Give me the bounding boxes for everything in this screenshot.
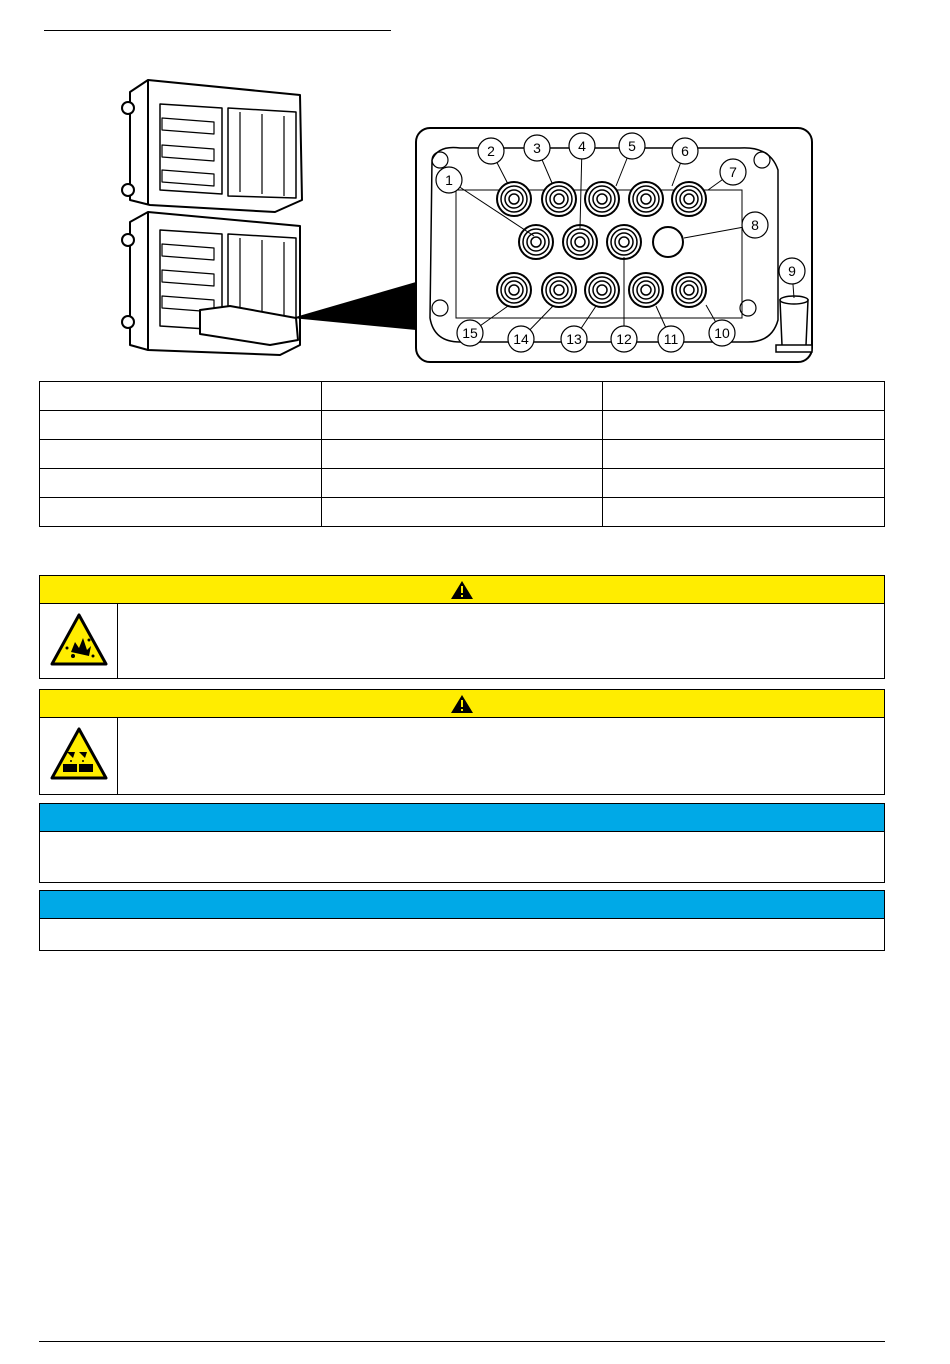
cable-gland bbox=[554, 285, 564, 295]
legend-cell bbox=[603, 382, 885, 411]
callout-number: 2 bbox=[487, 143, 495, 159]
legend-cell bbox=[603, 498, 885, 527]
callout-number: 3 bbox=[533, 140, 541, 156]
footer-rule bbox=[39, 1341, 885, 1342]
callout-number: 8 bbox=[751, 217, 759, 233]
legend-cell bbox=[321, 440, 603, 469]
legend-cell bbox=[40, 469, 322, 498]
warning-header bbox=[40, 690, 884, 718]
callout-number: 9 bbox=[788, 263, 796, 279]
callout-number: 5 bbox=[628, 138, 636, 154]
hazard-pictogram-cell bbox=[40, 718, 118, 794]
cable-gland bbox=[554, 194, 564, 204]
warning-box-chemical bbox=[39, 689, 885, 795]
legend-cell bbox=[321, 498, 603, 527]
legend-cell bbox=[321, 469, 603, 498]
hazard-pictogram-cell bbox=[40, 604, 118, 678]
cable-gland bbox=[509, 194, 519, 204]
legend-cell bbox=[321, 411, 603, 440]
enclosure-drawing bbox=[122, 80, 302, 355]
chemical-hazard-icon bbox=[49, 726, 109, 782]
alert-triangle-icon bbox=[450, 694, 474, 714]
legend-cell bbox=[603, 411, 885, 440]
legend-cell bbox=[603, 440, 885, 469]
legend-cell bbox=[603, 469, 885, 498]
notice-header bbox=[40, 804, 884, 832]
explosion-hazard-icon bbox=[49, 612, 109, 668]
cable-gland bbox=[641, 285, 651, 295]
cable-gland bbox=[597, 285, 607, 295]
callout-number: 4 bbox=[578, 138, 586, 154]
cable-gland bbox=[509, 285, 519, 295]
callout-number: 7 bbox=[729, 164, 737, 180]
callout-number: 14 bbox=[513, 331, 529, 347]
callout-number: 13 bbox=[566, 331, 582, 347]
callout-number: 10 bbox=[714, 325, 730, 341]
cable-gland bbox=[619, 237, 629, 247]
cable-gland bbox=[641, 194, 651, 204]
cable-gland bbox=[684, 194, 694, 204]
legend-row bbox=[40, 440, 885, 469]
cable-gland bbox=[597, 194, 607, 204]
legend-row bbox=[40, 469, 885, 498]
enclosure-illustration bbox=[0, 0, 950, 370]
cable-gland bbox=[575, 237, 585, 247]
legend-cell bbox=[40, 382, 322, 411]
notice-box bbox=[39, 803, 885, 883]
cable-gland bbox=[684, 285, 694, 295]
notice-header bbox=[40, 891, 884, 919]
legend-cell bbox=[321, 382, 603, 411]
blanking-plug bbox=[653, 227, 683, 257]
legend-row bbox=[40, 411, 885, 440]
callout-number: 6 bbox=[681, 143, 689, 159]
callout-number: 15 bbox=[462, 325, 478, 341]
warning-box-explosion bbox=[39, 575, 885, 679]
cable-gland bbox=[531, 237, 541, 247]
legend-table bbox=[39, 381, 885, 527]
legend-row bbox=[40, 498, 885, 527]
callout-number: 12 bbox=[616, 331, 632, 347]
zoom-wedge bbox=[292, 282, 416, 330]
legend-row bbox=[40, 382, 885, 411]
callout-number: 1 bbox=[445, 172, 453, 188]
notice-box bbox=[39, 890, 885, 951]
warning-header bbox=[40, 576, 884, 604]
alert-triangle-icon bbox=[450, 580, 474, 600]
legend-cell bbox=[40, 411, 322, 440]
legend-cell bbox=[40, 440, 322, 469]
callout-number: 11 bbox=[663, 331, 679, 347]
legend-cell bbox=[40, 498, 322, 527]
